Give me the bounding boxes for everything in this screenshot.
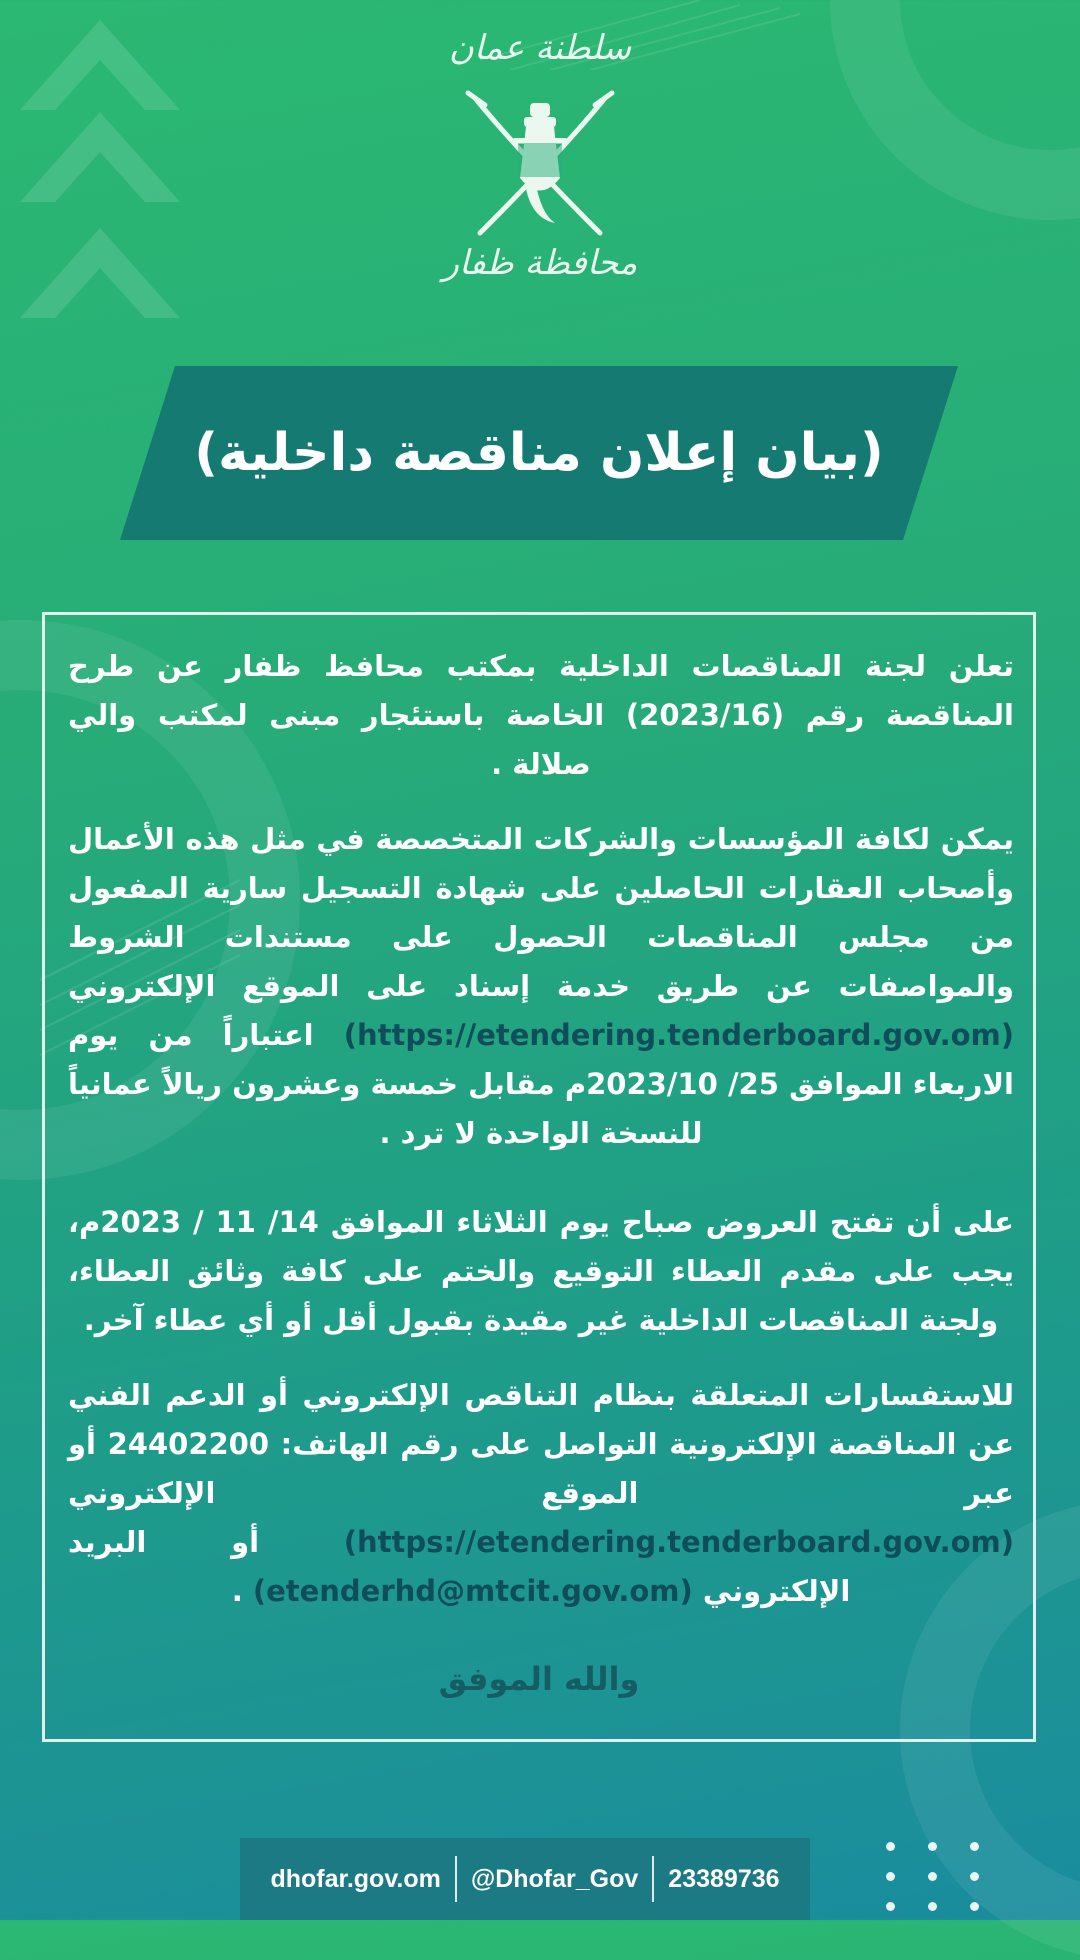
footer-social-handle[interactable]: @Dhofar_Gov bbox=[470, 1864, 639, 1893]
notice-body bbox=[68, 642, 1014, 1616]
footer-contact-bar bbox=[240, 1838, 810, 1920]
dots-decoration-icon bbox=[884, 1838, 984, 1908]
paragraph-4-text-b: أو البريد الإلكتروني bbox=[68, 1525, 851, 1608]
notice-paragraph-2 bbox=[68, 815, 1014, 1158]
emblem-bottom-text: محافظة ظفار bbox=[442, 243, 638, 283]
chevron-decoration-icon bbox=[20, 112, 180, 202]
page-title: (بيان إعلان مناقصة داخلية) bbox=[194, 423, 884, 483]
chevron-decoration-icon bbox=[20, 228, 180, 318]
notice-paragraph-1: تعلن لجنة المناقصات الداخلية بمكتب محافظ ظفار عن طرح المناقصة رقم (2023/16) الخاصة باستئجار مبنى لمكتب والي صلالة . bbox=[68, 649, 1014, 781]
chevron-decoration-icon bbox=[20, 20, 180, 110]
paragraph-4-text-c: . bbox=[231, 1574, 253, 1608]
closing-text: والله الموفق bbox=[438, 1660, 640, 1698]
footer-phone[interactable]: 23389736 bbox=[668, 1864, 780, 1893]
notice-paragraph-4 bbox=[68, 1371, 1014, 1616]
email-link[interactable]: (etenderhd@mtcit.gov.om) bbox=[252, 1574, 693, 1608]
paragraph-4-text-a: للاستفسارات المتعلقة بنظام التناقص الإلكتروني أو الدعم الفني عن المناقصة الإلكترونية التواصل على رقم الهاتف: 24402200 أو عبر الموقع الإلكتروني bbox=[68, 1378, 1015, 1510]
etendering-link[interactable]: (https://etendering.tenderboard.gov.om) bbox=[343, 1525, 1014, 1559]
ring-decoration bbox=[830, 0, 1080, 220]
etendering-link[interactable]: (https://etendering.tenderboard.gov.om) bbox=[343, 1018, 1014, 1052]
emblem-top-text: سلطنة عمان bbox=[448, 28, 632, 68]
oman-emblem bbox=[440, 28, 640, 298]
paragraph-2-text-b: اعتباراً من يوم الاربعاء الموافق 25/ 2023/10م مقابل خمسة وعشرون ريالاً عمانياً للنسخة الواحدة لا ترد . bbox=[68, 1018, 1014, 1150]
notice-paragraph-3: على أن تفتح العروض صباح يوم الثلاثاء الموافق 14/ 11 / 2023م، يجب على مقدم العطاء التوقيع والختم على كافة وثائق العطاء، ولجنة المناقصات الداخلية غير مقيدة بقبول أقل أو أي عطاء آخر. bbox=[68, 1205, 1014, 1337]
footer-website[interactable]: dhofar.gov.om bbox=[270, 1864, 441, 1893]
paragraph-2-text-a: يمكن لكافة المؤسسات والشركات المتخصصة في مثل هذه الأعمال وأصحاب العقارات الحاصلين على شهادة التسجيل سارية المفعول من مجلس المناقصات الحصول على مستندات الشروط والمواصفات عن طريق خدمة إسناد على الموقع الإلكتروني bbox=[68, 822, 1014, 1003]
khanjar-swords-icon bbox=[460, 83, 620, 248]
